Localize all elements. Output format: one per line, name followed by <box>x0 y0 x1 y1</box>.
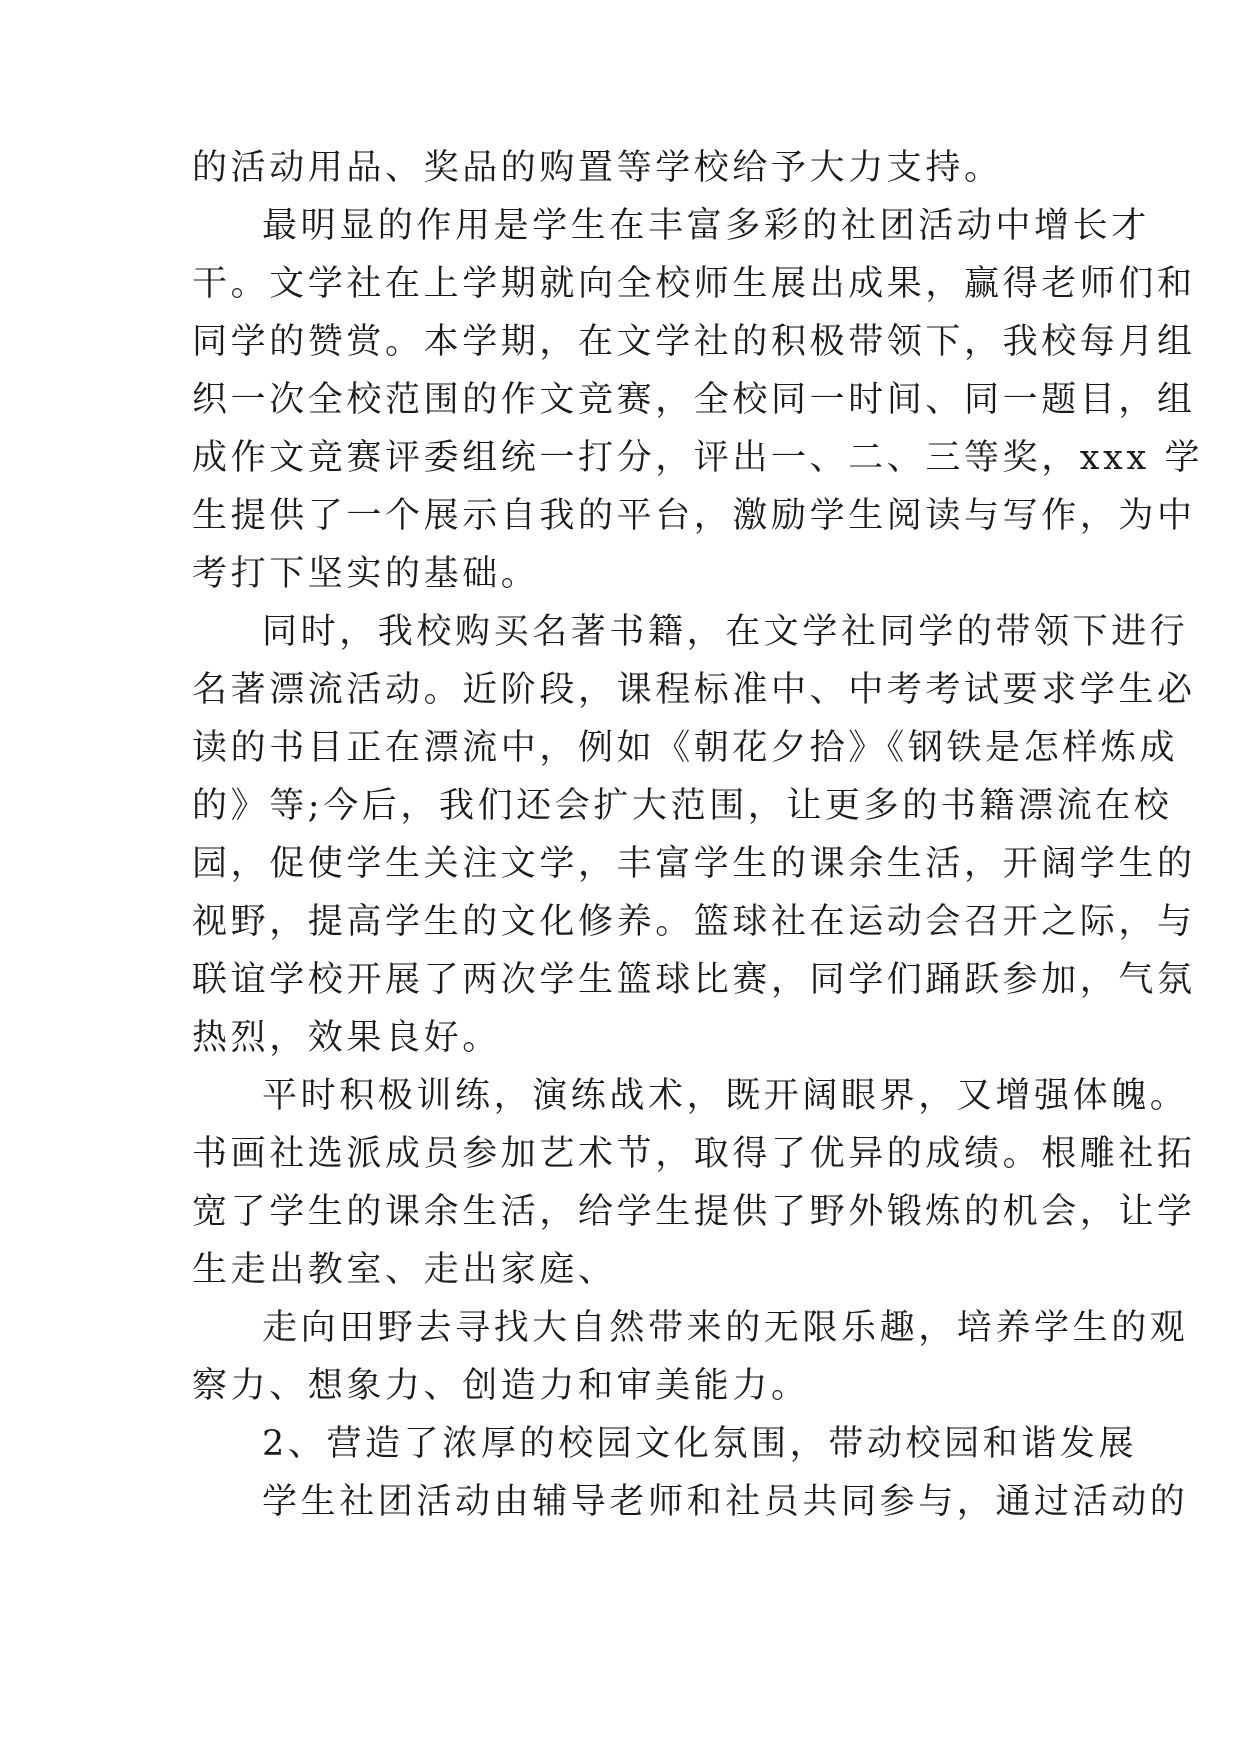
text-line: 学生社团活动由辅导老师和社员共同参与，通过活动的 <box>262 1482 1189 1522</box>
text-line: 最明显的作用是学生在丰富多彩的社团活动中增长才 <box>262 206 1150 246</box>
text-line: 织一次全校范围的作文竞赛，全校同一时间、同一题目，组 <box>192 380 1196 420</box>
text-line: 联谊学校开展了两次学生篮球比赛，同学们踊跃参加，气氛 <box>192 960 1196 1000</box>
text-line: 干。文学社在上学期就向全校师生展出成果，赢得老师们和 <box>192 264 1196 304</box>
text-line: 生提供了一个展示自我的平台，激励学生阅读与写作，为中 <box>192 496 1196 536</box>
text-line: 宽了学生的课余生活，给学生提供了野外锻炼的机会，让学 <box>192 1192 1196 1232</box>
text-line: 书画社选派成员参加艺术节，取得了优异的成绩。根雕社拓 <box>192 1134 1196 1174</box>
text-line: 视野，提高学生的文化修养。篮球社在运动会召开之际，与 <box>192 902 1196 942</box>
text-line: 平时积极训练，演练战术，既开阔眼界，又增强体魄。 <box>262 1076 1189 1116</box>
text-line: 园，促使学生关注文学，丰富学生的课余生活，开阔学生的 <box>192 844 1196 884</box>
section-heading: 2、营造了浓厚的校园文化氛围，带动校园和谐发展 <box>262 1424 1138 1464</box>
text-line: 走向田野去寻找大自然带来的无限乐趣，培养学生的观 <box>262 1308 1189 1348</box>
text-line: 察力、想象力、创造力和审美能力。 <box>192 1366 810 1406</box>
text-line: 成作文竞赛评委组统一打分，评出一、二、三等奖，xxx 学 <box>192 438 1204 478</box>
text-line: 同学的赞赏。本学期，在文学社的积极带领下，我校每月组 <box>192 322 1196 362</box>
text-line: 热烈，效果良好。 <box>192 1018 501 1058</box>
text-line: 生走出教室、走出家庭、 <box>192 1250 617 1290</box>
text-line: 的》等;今后，我们还会扩大范围，让更多的书籍漂流在校 <box>192 786 1173 826</box>
text-line: 读的书目正在漂流中，例如《朝花夕拾》《钢铁是怎样炼成 <box>192 728 1179 768</box>
text-line: 的活动用品、奖品的购置等学校给予大力支持。 <box>192 148 1003 188</box>
text-line: 考打下坚实的基础。 <box>192 554 540 594</box>
text-line: 名著漂流活动。近阶段，课程标准中、中考考试要求学生必 <box>192 670 1196 710</box>
text-line: 同时，我校购买名著书籍，在文学社同学的带领下进行 <box>262 612 1189 652</box>
